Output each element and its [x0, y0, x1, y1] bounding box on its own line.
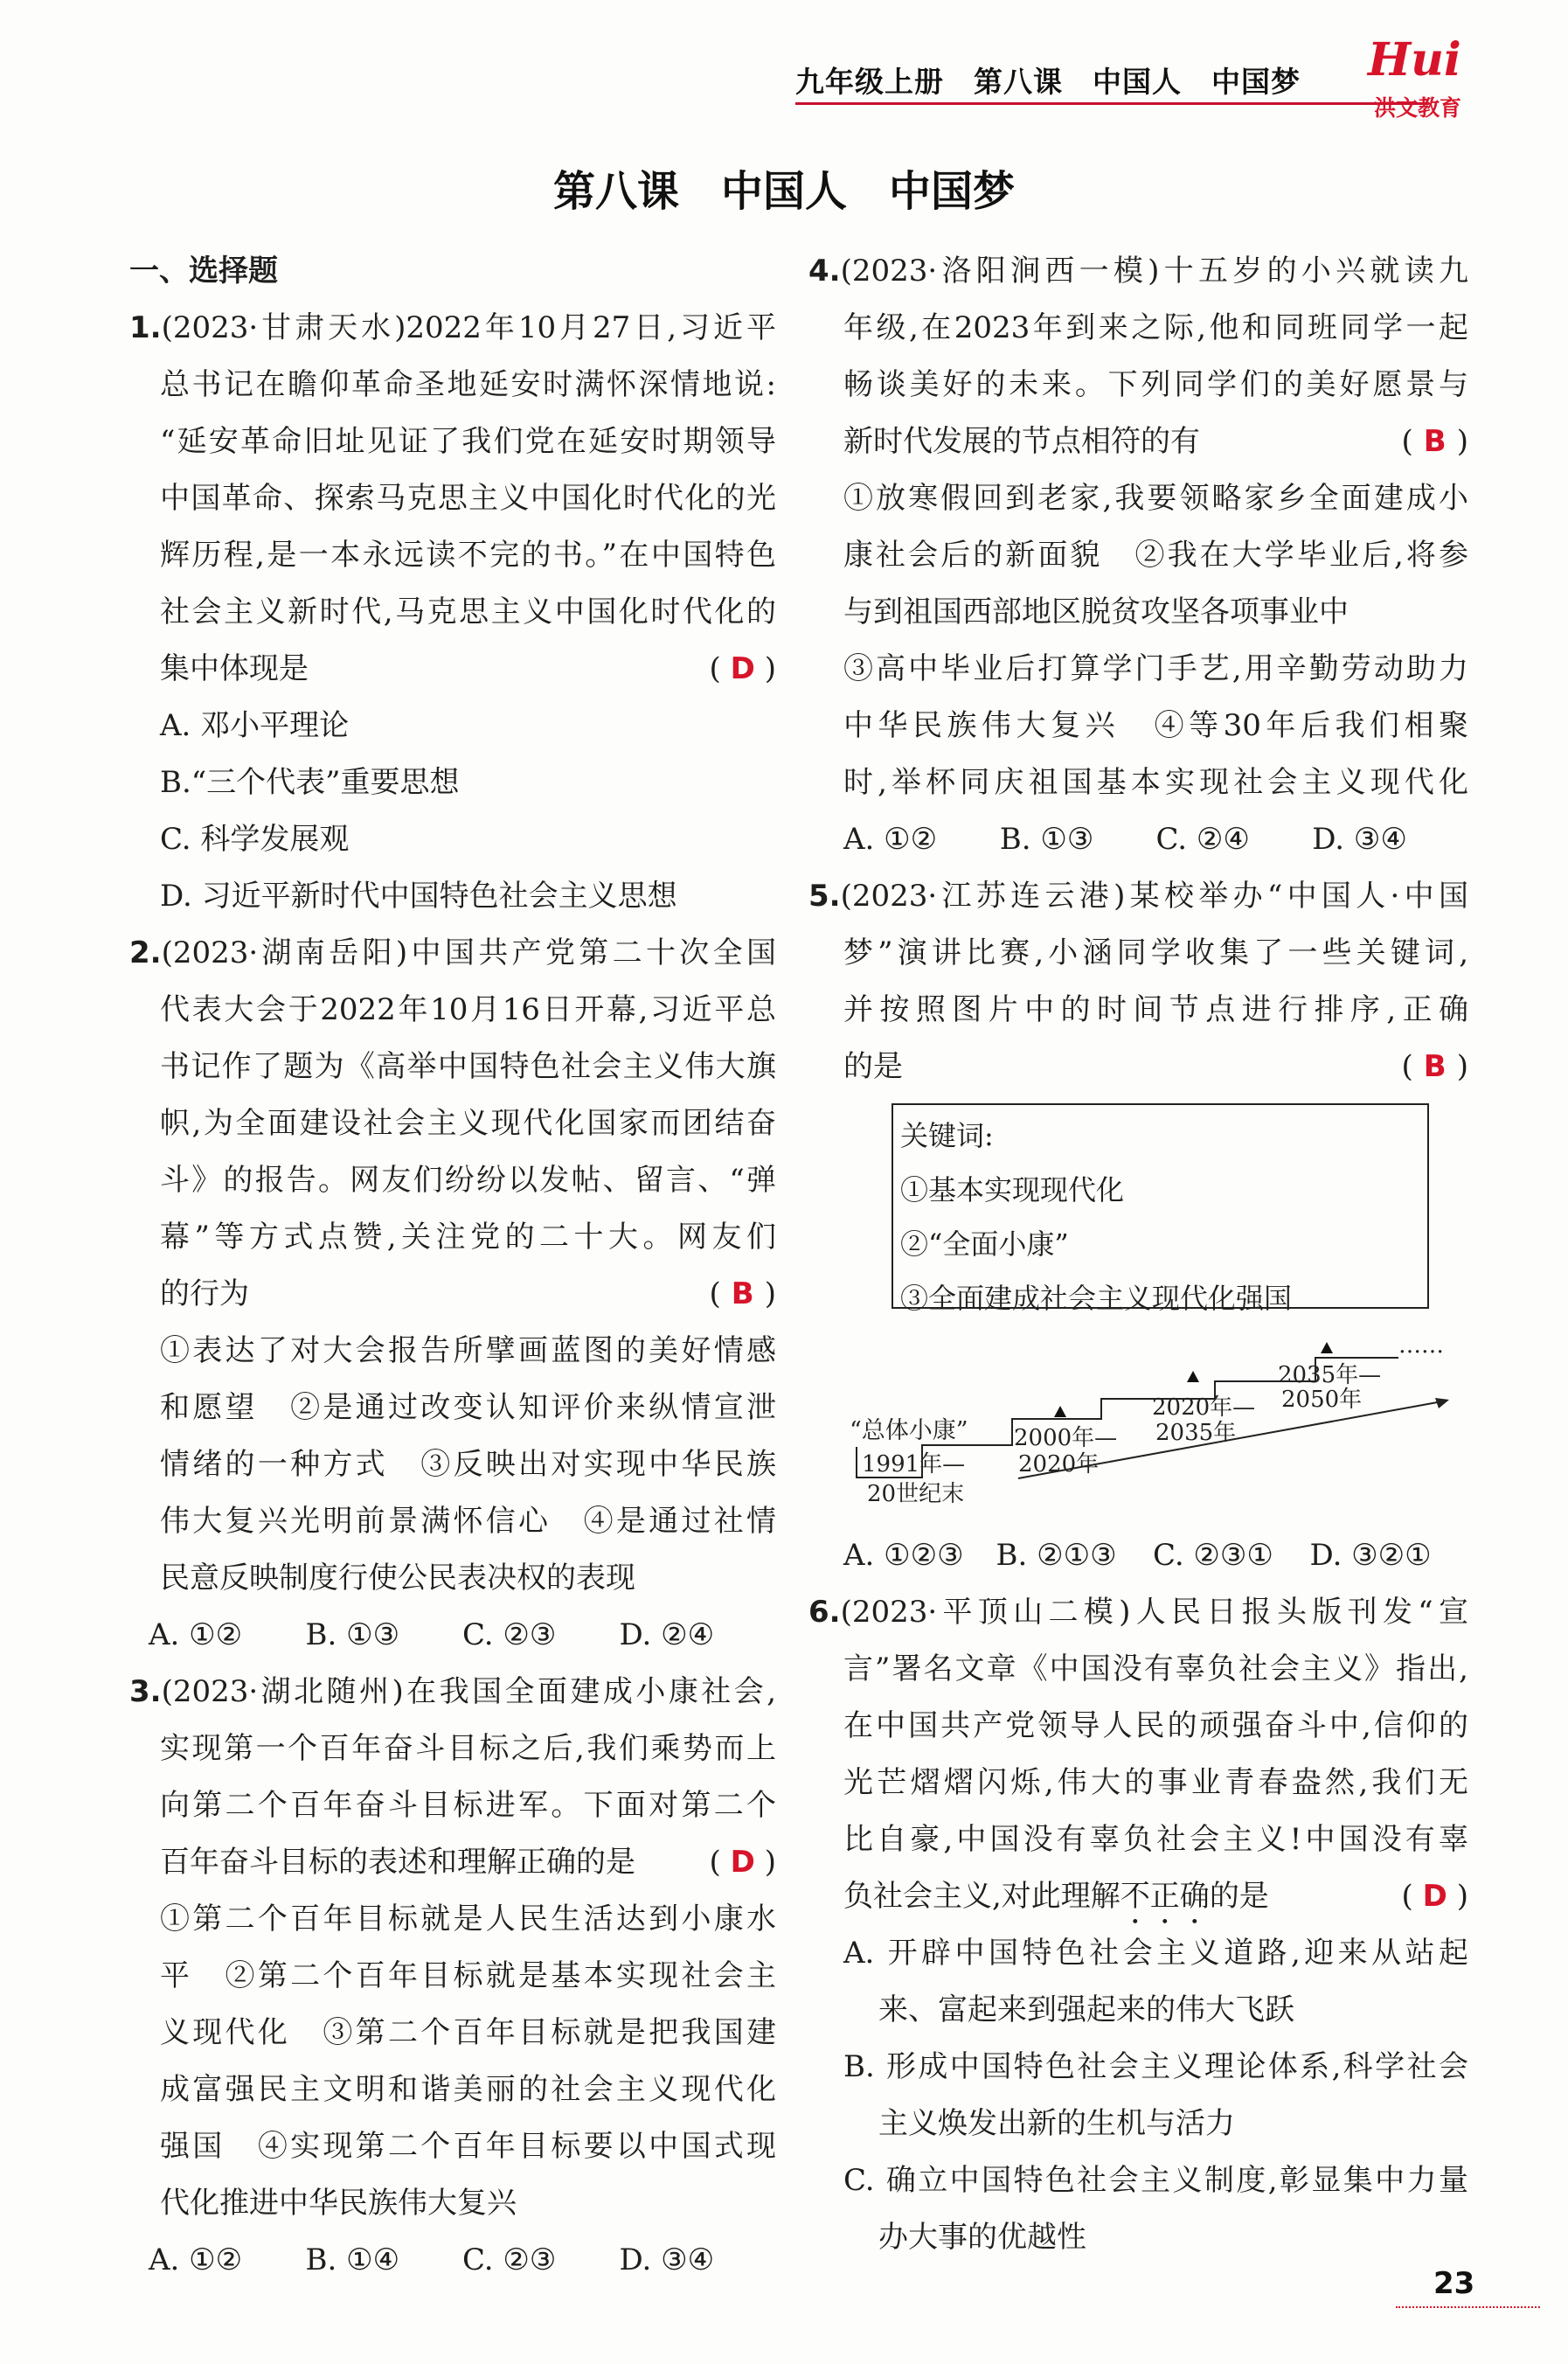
question-line: 向第二个百年奋斗目标进军。下面对第二个: [160, 1788, 776, 1823]
left-column: [129, 243, 776, 2289]
choice-a: A. ①②: [843, 822, 938, 857]
question-text: (2023·湖南岳阳)中国共产党第二十次全国: [161, 935, 776, 970]
choice-c: C. ②③: [462, 1617, 557, 1652]
answer-mark: B: [731, 1276, 754, 1311]
question-text: 的行为: [160, 1276, 249, 1311]
question-line: [129, 925, 776, 982]
question-line: [129, 1664, 776, 1721]
choice-row: [808, 811, 1468, 868]
question-line: 并按照图片中的时间节点进行排序,正确: [843, 992, 1468, 1027]
question-text: 的是: [1209, 1879, 1269, 1914]
question-3: [129, 1664, 776, 2289]
question-line: 在中国共产党领导人民的顽强奋斗中,信仰的: [843, 1708, 1468, 1743]
choice-b: B. ①③: [999, 822, 1094, 857]
choice-b: B. ①④: [305, 2242, 400, 2277]
question-line: 实现第一个百年奋斗目标之后,我们乘势而上: [160, 1731, 776, 1766]
answer-bracket: ( D ): [709, 641, 776, 698]
answer-bracket: ( B ): [1401, 1039, 1468, 1095]
answer-bracket: ( D ): [709, 1834, 776, 1891]
header-breadcrumb: 九年级上册 第八课 中国人 中国梦: [795, 65, 1301, 99]
answer-bracket: ( B ): [1401, 414, 1468, 470]
statement-line: 义现代化 ③第二个百年目标就是把我国建: [160, 2015, 776, 2050]
answer-mark: D: [730, 651, 755, 686]
question-4: [808, 243, 1468, 868]
question-number: 3.: [129, 1674, 162, 1709]
option-c: C. 科学发展观: [160, 822, 350, 857]
statement-line: ①放寒假回到老家,我要领略家乡全面建成小: [843, 481, 1468, 516]
question-5: [808, 868, 1468, 1095]
question-number: 5.: [808, 879, 841, 914]
option-d: D. 习近平新时代中国特色社会主义思想: [160, 879, 677, 914]
answer-bracket: ( B ): [709, 1266, 776, 1323]
statement-line: 中华民族伟大复兴 ④等30年后我们相聚: [843, 708, 1468, 743]
answer-bracket: ( D ): [1401, 1868, 1468, 1925]
page-number-rule: [1396, 2306, 1540, 2308]
choice-c: C. ②③①: [1153, 1538, 1273, 1573]
keyword-item: ①基本实现现代化: [900, 1173, 1125, 1206]
question-text: (2023·江苏连云港)某校举办“中国人·中国: [840, 879, 1468, 914]
keyword-box: [892, 1103, 1429, 1315]
question-line: [808, 868, 1468, 925]
option-a: A. 开辟中国特色社会主义道路,迎来从站起: [843, 1936, 1468, 1971]
emphasis-text: 不正确: [1120, 1879, 1210, 1914]
period-label: 2035年: [1155, 1420, 1237, 1446]
question-line: [129, 300, 776, 357]
question-line: [808, 243, 1468, 300]
statement-line: 与到祖国西部地区脱贫攻坚各项事业中: [843, 594, 1349, 629]
option-a-continued: 来、富起来到强起来的伟大飞跃: [878, 1992, 1294, 2027]
answer-mark: B: [1423, 1049, 1447, 1084]
choice-d: D. ③④: [1312, 822, 1407, 857]
question-line: 比自豪,中国没有辜负社会主义!中国没有辜: [843, 1822, 1468, 1857]
header-rule: [795, 102, 1429, 105]
question-line: 中国革命、探索马克思主义中国化时代化的光: [160, 481, 776, 516]
question-line: 社会主义新时代,马克思主义中国化时代化的: [160, 594, 776, 629]
question-line: “延安革命旧址见证了我们党在延安时期领导: [160, 424, 776, 459]
page-title: 第八课 中国人 中国梦: [552, 167, 1015, 216]
option-c-continued: 办大事的优越性: [878, 2220, 1086, 2255]
publisher-logo: Hui: [1368, 33, 1461, 87]
question-2: [129, 925, 776, 1664]
question-text: (2023·洛阳涧西一模)十五岁的小兴就读九: [840, 254, 1468, 289]
choice-b: B. ②①③: [996, 1538, 1117, 1573]
period-label: 2035年—: [1278, 1362, 1382, 1388]
question-number: 1.: [129, 310, 162, 345]
question-line: 斗》的报告。网友们纷纷以发帖、留言、“弹: [160, 1163, 776, 1198]
question-1: [129, 300, 776, 925]
question-line: 代表大会于2022年10月16日开幕,习近平总: [160, 992, 776, 1027]
question-text: 的是: [843, 1049, 903, 1084]
question-line: 年级,在2023年到来之际,他和同班同学一起: [843, 310, 1468, 345]
question-line: 帜,为全面建设社会主义现代化国家而团结奋: [160, 1106, 776, 1141]
milestone-triangle-icon: [1321, 1342, 1333, 1353]
keyword-item: ③全面建成社会主义现代化强国: [900, 1282, 1293, 1315]
statement-line: 代化推进中华民族伟大复兴: [160, 2186, 517, 2221]
option-c: C. 确立中国特色社会主义制度,彰显集中力量: [843, 2163, 1468, 2198]
statement-line: 伟大复兴光明前景满怀信心 ④是通过社情: [160, 1504, 776, 1539]
option-b-continued: 主义焕发出新的生机与活力: [878, 2106, 1235, 2141]
publisher-name: 洪文教育: [1374, 95, 1462, 121]
period-label: 1991年—: [862, 1451, 966, 1478]
statement-line: ①第二个百年目标就是人民生活达到小康水: [160, 1902, 776, 1936]
choice-c: C. ②③: [462, 2242, 557, 2277]
question-text: 百年奋斗目标的表述和理解正确的是: [160, 1845, 635, 1880]
question-line: [808, 1868, 1468, 1925]
milestone-triangle-icon: [1054, 1406, 1066, 1417]
question-line: [129, 641, 776, 698]
statement-line: 成富强民主文明和谐美丽的社会主义现代化: [160, 2072, 776, 2107]
statement-line: 民意反映制度行使公民表决权的表现: [160, 1561, 635, 1596]
arrowhead-icon: [1435, 1398, 1449, 1408]
question-line: 畅谈美好的未来。下列同学们的美好愿景与: [843, 367, 1468, 402]
statement-line: 时,举杯同庆祖国基本实现社会主义现代化: [843, 765, 1468, 800]
question-line: [808, 1584, 1468, 1641]
question-text: (2023·平顶山二模)人民日报头版刊发“宣: [840, 1595, 1468, 1630]
milestone-triangle-icon: [1187, 1371, 1199, 1382]
choice-d: D. ③②①: [1309, 1538, 1432, 1573]
question-line: [129, 1266, 776, 1323]
keyword-item: ②“全面小康”: [900, 1227, 1069, 1261]
question-number: 6.: [808, 1595, 841, 1630]
choice-row: [808, 1527, 1468, 1584]
statement-line: 强国 ④实现第二个百年目标要以中国式现: [160, 2129, 776, 2164]
period-label: 2020年—: [1152, 1394, 1256, 1421]
question-text: 新时代发展的节点相符的有: [843, 424, 1200, 459]
statement-line: 和愿望 ②是通过改变认知评价来纵情宣泄: [160, 1390, 776, 1425]
question-text: (2023·甘肃天水)2022年10月27日,习近平: [161, 310, 776, 345]
question-6: [808, 1584, 1468, 2266]
answer-mark: D: [1422, 1879, 1447, 1914]
choice-a: A. ①②: [149, 2242, 243, 2277]
option-a: A. 邓小平理论: [160, 708, 350, 743]
question-line: [808, 414, 1468, 470]
choice-d: D. ③④: [619, 2242, 715, 2277]
statement-line: 康社会后的新面貌 ②我在大学毕业后,将参: [843, 538, 1468, 573]
right-column-lower: [808, 1527, 1468, 2266]
question-line: 梦”演讲比赛,小涵同学收集了一些关键词,: [843, 935, 1468, 970]
question-number: 4.: [808, 254, 841, 289]
period-label: 2020年: [1018, 1451, 1100, 1478]
keyword-box-title: 关键词:: [900, 1119, 994, 1152]
option-b: B. 形成中国特色社会主义理论体系,科学社会: [843, 2049, 1468, 2084]
right-column: [808, 243, 1468, 1095]
question-text: 集中体现是: [160, 651, 309, 686]
choice-row: [129, 2232, 776, 2289]
question-line: [129, 1834, 776, 1891]
answer-mark: D: [730, 1845, 755, 1880]
period-label: 20世纪末: [867, 1481, 965, 1507]
option-b: B.“三个代表”重要思想: [160, 765, 460, 800]
choice-a: A. ①②: [149, 1617, 243, 1652]
question-line: 言”署名文章《中国没有辜负社会主义》指出,: [843, 1651, 1468, 1686]
question-number: 2.: [129, 935, 162, 970]
question-line: 光芒熠熠闪烁,伟大的事业青春盎然,我们无: [843, 1765, 1468, 1800]
question-line: 总书记在瞻仰革命圣地延安时满怀深情地说:: [160, 367, 776, 402]
question-line: 幕”等方式点赞,关注党的二十大。网友们: [160, 1220, 776, 1255]
timeline-ellipsis: ……: [1398, 1332, 1444, 1359]
question-text: 负社会主义,对此理解: [843, 1879, 1120, 1914]
page-number: 23: [1433, 2266, 1475, 2301]
question-line: 书记作了题为《高举中国特色社会主义伟大旗: [160, 1049, 776, 1084]
statement-line: 平 ②第二个百年目标就是基本实现社会主: [160, 1958, 776, 1993]
question-text: (2023·湖北随州)在我国全面建成小康社会,: [161, 1674, 776, 1709]
answer-mark: B: [1423, 424, 1447, 459]
question-line: [808, 1039, 1468, 1095]
choice-row: [129, 1607, 776, 1664]
period-label: 2000年—: [1014, 1425, 1118, 1451]
statement-line: ③高中毕业后打算学门手艺,用辛勤劳动助力: [843, 651, 1468, 686]
statement-line: ①表达了对大会报告所擘画蓝图的美好情感: [160, 1333, 776, 1368]
choice-c: C. ②④: [1155, 822, 1250, 857]
timeline-diagram: [839, 1316, 1468, 1520]
timeline-svg: [839, 1316, 1468, 1517]
choice-b: B. ①③: [305, 1617, 400, 1652]
question-line: 辉历程,是一本永远读不完的书。”在中国特色: [160, 538, 776, 573]
statement-line: 情绪的一种方式 ③反映出对实现中华民族: [160, 1447, 776, 1482]
section-title: 一、选择题: [129, 254, 278, 289]
period-label: 2050年: [1281, 1387, 1363, 1413]
timeline-start-label: “总体小康”: [850, 1417, 968, 1444]
choice-a: A. ①②③: [843, 1538, 964, 1573]
choice-d: D. ②④: [619, 1617, 715, 1652]
